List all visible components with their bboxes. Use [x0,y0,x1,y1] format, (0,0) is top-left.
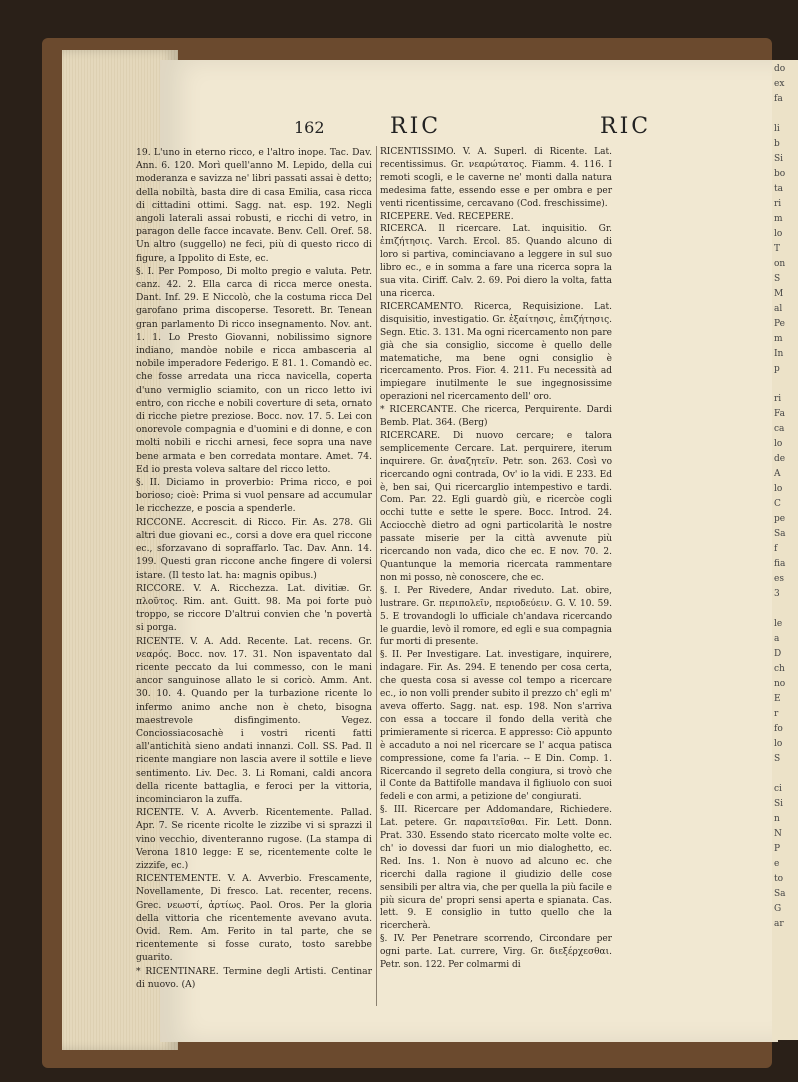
edge-fragment: D [774,649,782,659]
right-column-entry: RICERCA. Il ricercare. Lat. inquisitio. Gr. ἐπιζήτησις. Varch. Ercol. 85. Quando alcuno di loro si partiva, cominciavano a leggere in sul suo libro ec., e in somma a fare una ricerca sopra la sua vita. Ciriff. Calv. 2. 69. Poi diero la volta, fatta una ricerca. [380,224,612,299]
edge-fragment: es [774,574,784,584]
edge-fragment: C [774,499,781,509]
edge-fragment: G [774,904,782,914]
left-column-entry: 19. L'uno in eterno ricco, e l'altro inope. Tac. Dav. Ann. 6. 120. Morì quell'anno M. Lepido, della cui moderanza e savizza ne' libri passati assai è detto; della nobiltà, basta dire di casa Emilia, casa ricca di cittadini ottimi. Sagg. nat. esp. 192. Negli angoli laterali assai robusti, e ricchi di vetro, in paragon delle facce incavate. Benv. Cell. Oref. 58. Un altro (suggello) ne feci, più di questo ricco di figure, a Ippolito di Este, ec. [136,147,372,264]
edge-fragment: T [774,244,781,254]
edge-fragment: lo [774,484,783,494]
book-page [136,60,778,1042]
right-column-entry: RICENTISSIMO. V. A. Superl. di Ricente. Lat. recentissimus. Gr. νεαρώτατος. Fiamm. 4. 116. I remoti scogli, e le caverne ne' monti dalla natura medesima fatte, essendo esse e per ombra e per venti ricentissime, cercavano (Cod. freschissime). [380,147,612,209]
edge-fragment: Sa [774,529,786,539]
edge-fragment: S [774,754,781,764]
right-column-entry: RICEPERE. Ved. RECEPERE. [380,211,514,222]
edge-fragment: fa [774,94,783,104]
edge-fragment: S [774,274,781,284]
edge-fragment: al [774,304,783,314]
right-column-entry: RICERCARE. Di nuovo cercare; e talora semplicemente Cercare. Lat. perquirere, iterum inquirere. Gr. ἀναζητεῖν. Petr. son. 263. Così vo ricercando ogni contrada, Ov' io la vidi. E 233. Ed è, ben sai, Qui ricercarglio intempestivo e tardi. Com. Par. 22. Egli guardò giù, e ricercòe cogli occhi tutte e sette le spere. Bocc. Introd. 24. Acciocchè dietro ad ogni particolarità le nostre passate miserie per la città avvenute più ricercando non vada, dico che ec. E nov. 70. 2. Quantunque la memoria ricercata rammentare non mi posso, nè conoscere, che ec. [380,430,612,583]
edge-fragment: N [774,829,782,839]
edge-fragment: A [774,469,781,479]
edge-fragment: on [774,259,786,269]
edge-fragment [774,107,796,122]
edge-fragment: p [774,364,780,374]
left-column-entry: §. I. Per Pomposo, Di molto pregio e valuta. Petr. canz. 42. 2. Ella carca di ricca merce onesta. Dant. Inf. 29. E Niccolò, che la costuma ricca Del garofano prima discoperse. Tesorett. Br. Tenean gran parlamento Di ricco insegnamento. Nov. ant. 1. 1. Lo Presto Giovanni, nobilissimo signore indiano, mandòe nobile e ricca ambasceria al nobile imperadore Federigo. E 81. 1. Comandò ec. che fosse arredata una ricca navicella, coperta d'uno vermiglio sciamito, con un ricco letto ivi entro, con ricche e nobili coverture di seta, ornato di ricche pietre preziose. Bocc. nov. 17. 5. Lei con onorevole compagnia e d'uomini e di donne, e con molti nobili e ricchi arnesi, fece sopra una nave bene armata e ben corredata montare. Amet. 74. Ed io presta voleva saltare del ricco letto. [136,265,372,475]
edge-fragment: to [774,874,784,884]
edge-fragment: P [774,844,781,854]
edge-fragment: de [774,454,786,464]
edge-fragment [774,602,796,617]
edge-fragment: r [774,709,779,719]
edge-fragment: li [774,124,780,134]
edge-fragment: ri [774,394,782,404]
right-column-entry: §. IV. Per Penetrare scorrendo, Circondare per ogni parte. Lat. currere, Virg. Gr. διεξέρχεσθαι. Petr. son. 122. Per colmarmi di [380,934,612,971]
facing-page-edge [772,60,798,1040]
edge-fragment: lo [774,739,783,749]
edge-fragment: Fa [774,409,785,419]
right-column-entry: RICERCAMENTO. Ricerca, Requisizione. Lat. disquisitio, investigatio. Gr. ἐξαίτησις, ἐπιζήτησις. Segn. Etic. 3. 131. Ma ogni ricercamento non pare già che sia consiglio, siccome è quello delle matematiche, ma bene ogni consiglio è ricercamento. Pros. Fior. 4. 211. Fu necessità ad impiegare inutilmente le sue ingegnosissime operazioni nel ricercamento dell' oro. [380,301,612,403]
left-column-entry: RICCORE. V. A. Ricchezza. Lat. divitiæ. Gr. πλοῦτος. Rim. ant. Guitt. 98. Ma poi forte può troppo, se riccore D'altrui convien che 'n povertà si porga. [136,582,372,634]
edge-fragment: ar [774,919,784,929]
page-header [160,112,778,142]
right-column [380,146,612,972]
edge-fragment: f [774,544,778,554]
edge-fragment: In [774,349,784,359]
edge-fragment [774,377,796,392]
edge-fragment: M [774,289,784,299]
edge-fragment: a [774,634,780,644]
edge-fragment: le [774,619,783,629]
edge-fragment: lo [774,439,783,449]
running-head-left: RIC [390,114,442,139]
edge-fragment: pe [774,514,786,524]
edge-fragment: ta [774,184,783,194]
edge-fragment: fia [774,559,786,569]
facing-page-fragments [772,60,798,934]
right-column-entry: * RICERCANTE. Che ricerca, Perquirente. Dardi Bemb. Plat. 364. (Berg) [380,405,612,429]
edge-fragment: m [774,214,783,224]
left-column-entry: RICENTE. V. A. Add. Recente. Lat. recens. Gr. νεαρός. Bocc. nov. 17. 31. Non ispaventato dal ricente peccato da lui commesso, con le mani ancor sanguinose allato le si coricò. Amm. Ant. 30. 10. 4. Quando per la turbazione ricente lo infermo animo anche non è cheto, bisogna maestrevole disfingimento. Vegez. Conciossiacosachè i vostri ricenti fatti all'antichità sieno andati innanzi. Coll. SS. Pad. Il ricente mangiare non lascia avere il sottile e lieve sentimento. Liv. Dec. 3. Li Romani, caldi ancora della ricente battaglia, e feroci per la vittoria, incominciaron la zuffa. [136,635,372,805]
edge-fragment: bo [774,169,786,179]
edge-fragment: ri [774,199,782,209]
left-column-entry: §. II. Diciamo in proverbio: Prima ricco, e poi borioso; cioè: Prima si vuol pensare ad accumular le ricchezze, e poscia a spenderle. [136,477,372,515]
edge-fragment: b [774,139,780,149]
edge-fragment: ci [774,784,782,794]
edge-fragment: Si [774,154,784,164]
page-number: 162 [294,118,325,137]
edge-fragment: ch [774,664,785,674]
edge-fragment: Si [774,799,784,809]
right-column-entry: §. I. Per Rivedere, Andar riveduto. Lat. obire, lustrare. Gr. περιπολεῖν, περιοδεύειν. G. V. 10. 59. 5. E trovandogli lo ufficiale ch'andava ricercando le guardie, levò il romore, ed egli e sua compagnia fur morti di presente. [380,585,612,648]
edge-fragment: 3 [774,589,780,599]
left-column-entry: RICENTE. V. A. Avverb. Ricentemente. Pallad. Apr. 7. Se ricente ricolte le zizzibe vi si sprazzi il vino vecchio, diventeranno rugose. (La stampa di Verona 1810 legge: E se, ricentemente colte le zizzife, ec.) [136,807,372,871]
running-head-right: RIC [600,114,652,139]
left-column-entry: RICCONE. Accrescit. di Ricco. Fir. As. 278. Gli altri due giovani ec., corsi a dove era quel riccone ec., sforzavano di sopraffarlo. Tac. Dav. Ann. 14. 199. Questi gran riccone anche fingere di volersi istare. (Il testo lat. ha: magnis opibus.) [136,516,372,581]
edge-fragment: lo [774,229,783,239]
left-column-entry: * RICENTINARE. Termine degli Artisti. Centinar di nuovo. (A) [136,965,372,990]
edge-fragment: fo [774,724,783,734]
column-rule [376,146,377,1006]
edge-fragment: Pe [774,319,785,329]
edge-fragment: Sa [774,889,786,899]
right-column-entry: §. III. Ricercare per Addomandare, Richiedere. Lat. petere. Gr. παραιτεῖσθαι. Fir. Lett. Donn. Prat. 330. Essendo stato ricercato molte volte ec. ch' io dovessi dar fuori un mio dialoghetto, ec. Red. Ins. 1. Non è nuovo ad alcuno ec. che ricerchi dalla ragione il giudizio delle cose sensibili per altra via, che per quella la più facile e più sicura de' propri sensi aperta e spianata. Cas. lett. 9. E consiglio in tutto quello che la ricercherà. [380,805,612,932]
edge-fragment: e [774,859,780,869]
edge-fragment: n [774,814,780,824]
right-column-entry: §. II. Per Investigare. Lat. investigare, inquirere, indagare. Fir. As. 294. E tenendo per cosa certa, che questa cosa si avesse col tempo a ricercare ec., io non volli prender subito il prezzo ch' egli m' aveva offerto. Sagg. nat. esp. 198. Non s'arriva con essa a toccare il fondo della verità che primieramente si ricerca. E appresso: Ciò appunto è accaduto a noi nel ricercare se l' acqua patisca compressione, come fa l'aria. -- E Din. Comp. 1. Ricercando il segreto della congiura, si trovò che il Conte da Battifolle mandava il figliuolo con suoi fedeli e con armi, a petizione de' congiurati. [380,650,612,803]
edge-fragment: ca [774,424,785,434]
edge-fragment: E [774,694,781,704]
edge-fragment [774,767,796,782]
edge-fragment: ex [774,79,785,89]
edge-fragment: no [774,679,786,689]
edge-fragment: m [774,334,783,344]
left-column-entry: RICENTEMENTE. V. A. Avverbio. Frescamente, Novellamente, Di fresco. Lat. recenter, recens. Grec. νεωστί, ἀρτίως. Paol. Oros. Per la gloria della vittoria che ricentemente avevano avuta. Ovid. Rem. Am. Ferito in tal parte, che se ricentemente si fosse curato, tosto sarebbe guarito. [136,873,372,964]
left-column [136,146,372,991]
edge-fragment: do [774,64,786,74]
